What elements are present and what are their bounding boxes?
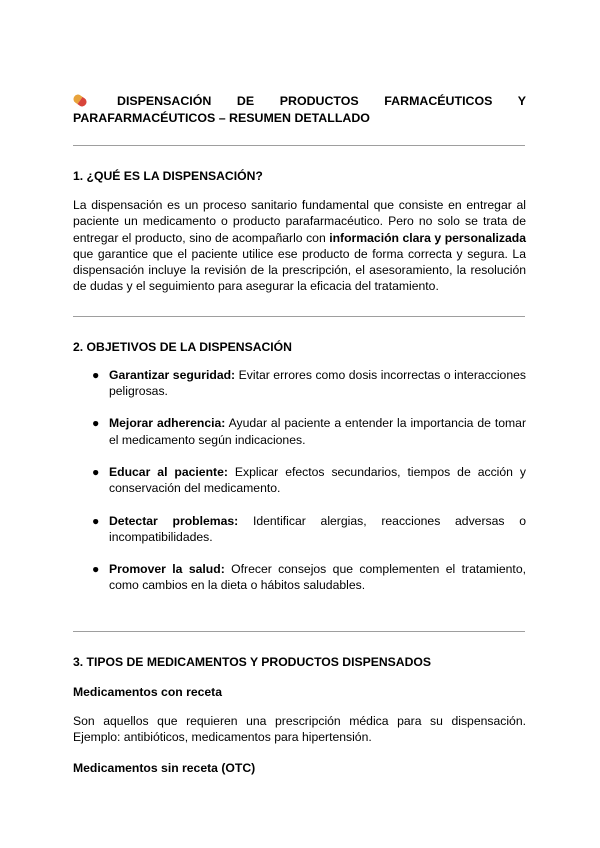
objective-text: Identificar alergias, reacciones adversas o incompatibilidades.: [109, 513, 526, 544]
document-title: [73, 93, 526, 127]
objective-text: Ayudar al paciente a entender la importancia de tomar el medicamento según indicaciones.: [109, 416, 526, 447]
document-title-text: DISPENSACIÓN DE PRODUCTOS FARMACÉUTICOS Y PARAFARMACÉUTICOS – RESUMEN DETALLADO: [73, 94, 526, 125]
section-1-paragraph: [73, 197, 526, 295]
section-2-heading: 2. OBJETIVOS DE LA DISPENSACIÓN: [73, 339, 292, 354]
objective-text: Evitar errores como dosis incorrectas o interacciones peligrosas.: [109, 367, 526, 399]
bullet-icon: ●: [92, 513, 100, 528]
objective-label: Garantizar seguridad:: [109, 367, 236, 382]
document-page: [73, 93, 526, 777]
list-item: [73, 561, 526, 594]
divider: [73, 316, 525, 317]
bullet-icon: ●: [92, 464, 100, 479]
objective-label: Educar al paciente:: [109, 464, 228, 479]
objective-label: Mejorar adherencia:: [109, 416, 226, 431]
pill-icon: [72, 93, 89, 108]
bullet-icon: ●: [92, 367, 100, 382]
objective-label: Detectar problemas:: [109, 513, 239, 528]
divider: [73, 145, 525, 146]
objective-text: Ofrecer consejos que complementen el tratamiento, como cambios en la dieta o hábitos saludables.: [109, 562, 526, 593]
section-1-text-before: La dispensación es un proceso sanitario fundamental que consiste en entregar al paciente un medicamento o producto parafarmacéutico. Pero no solo se trata de entregar el producto, sino de acompañarlo con: [73, 198, 526, 245]
subsection-heading-otc: Medicamentos sin receta (OTC): [73, 761, 256, 776]
subsection-paragraph-prescription: Son aquellos que requieren una prescripción médica para su dispensación. Ejemplo: antibióticos, medicamentos para hipertensión.: [73, 713, 526, 745]
bullet-icon: ●: [92, 562, 100, 577]
bullet-icon: ●: [92, 416, 100, 431]
list-item: [73, 513, 526, 546]
section-3-heading: 3. TIPOS DE MEDICAMENTOS Y PRODUCTOS DISPENSADOS: [73, 654, 432, 669]
objective-text: Explicar efectos secundarios, tiempos de acción y conservación del medicamento.: [109, 464, 526, 496]
section-1-heading: 1. ¿QUÉ ES LA DISPENSACIÓN?: [73, 169, 263, 183]
section-1-text-after: que garantice que el paciente utilice ese producto de forma correcta y segura. La dispensación incluye la revisión de la prescripción, el asesoramiento, la resolución de dudas y el seguimiento para asegurar la eficacia del tratamiento.: [73, 246, 526, 294]
list-item: [73, 464, 526, 497]
list-item: [73, 415, 526, 448]
section-1-text-bold: información clara y personalizada: [329, 230, 526, 245]
objective-label: Promover la salud:: [109, 562, 225, 577]
objectives-list: [73, 367, 526, 594]
subsection-heading-prescription: Medicamentos con receta: [73, 684, 223, 699]
list-item: [73, 367, 526, 400]
divider: [73, 631, 525, 632]
